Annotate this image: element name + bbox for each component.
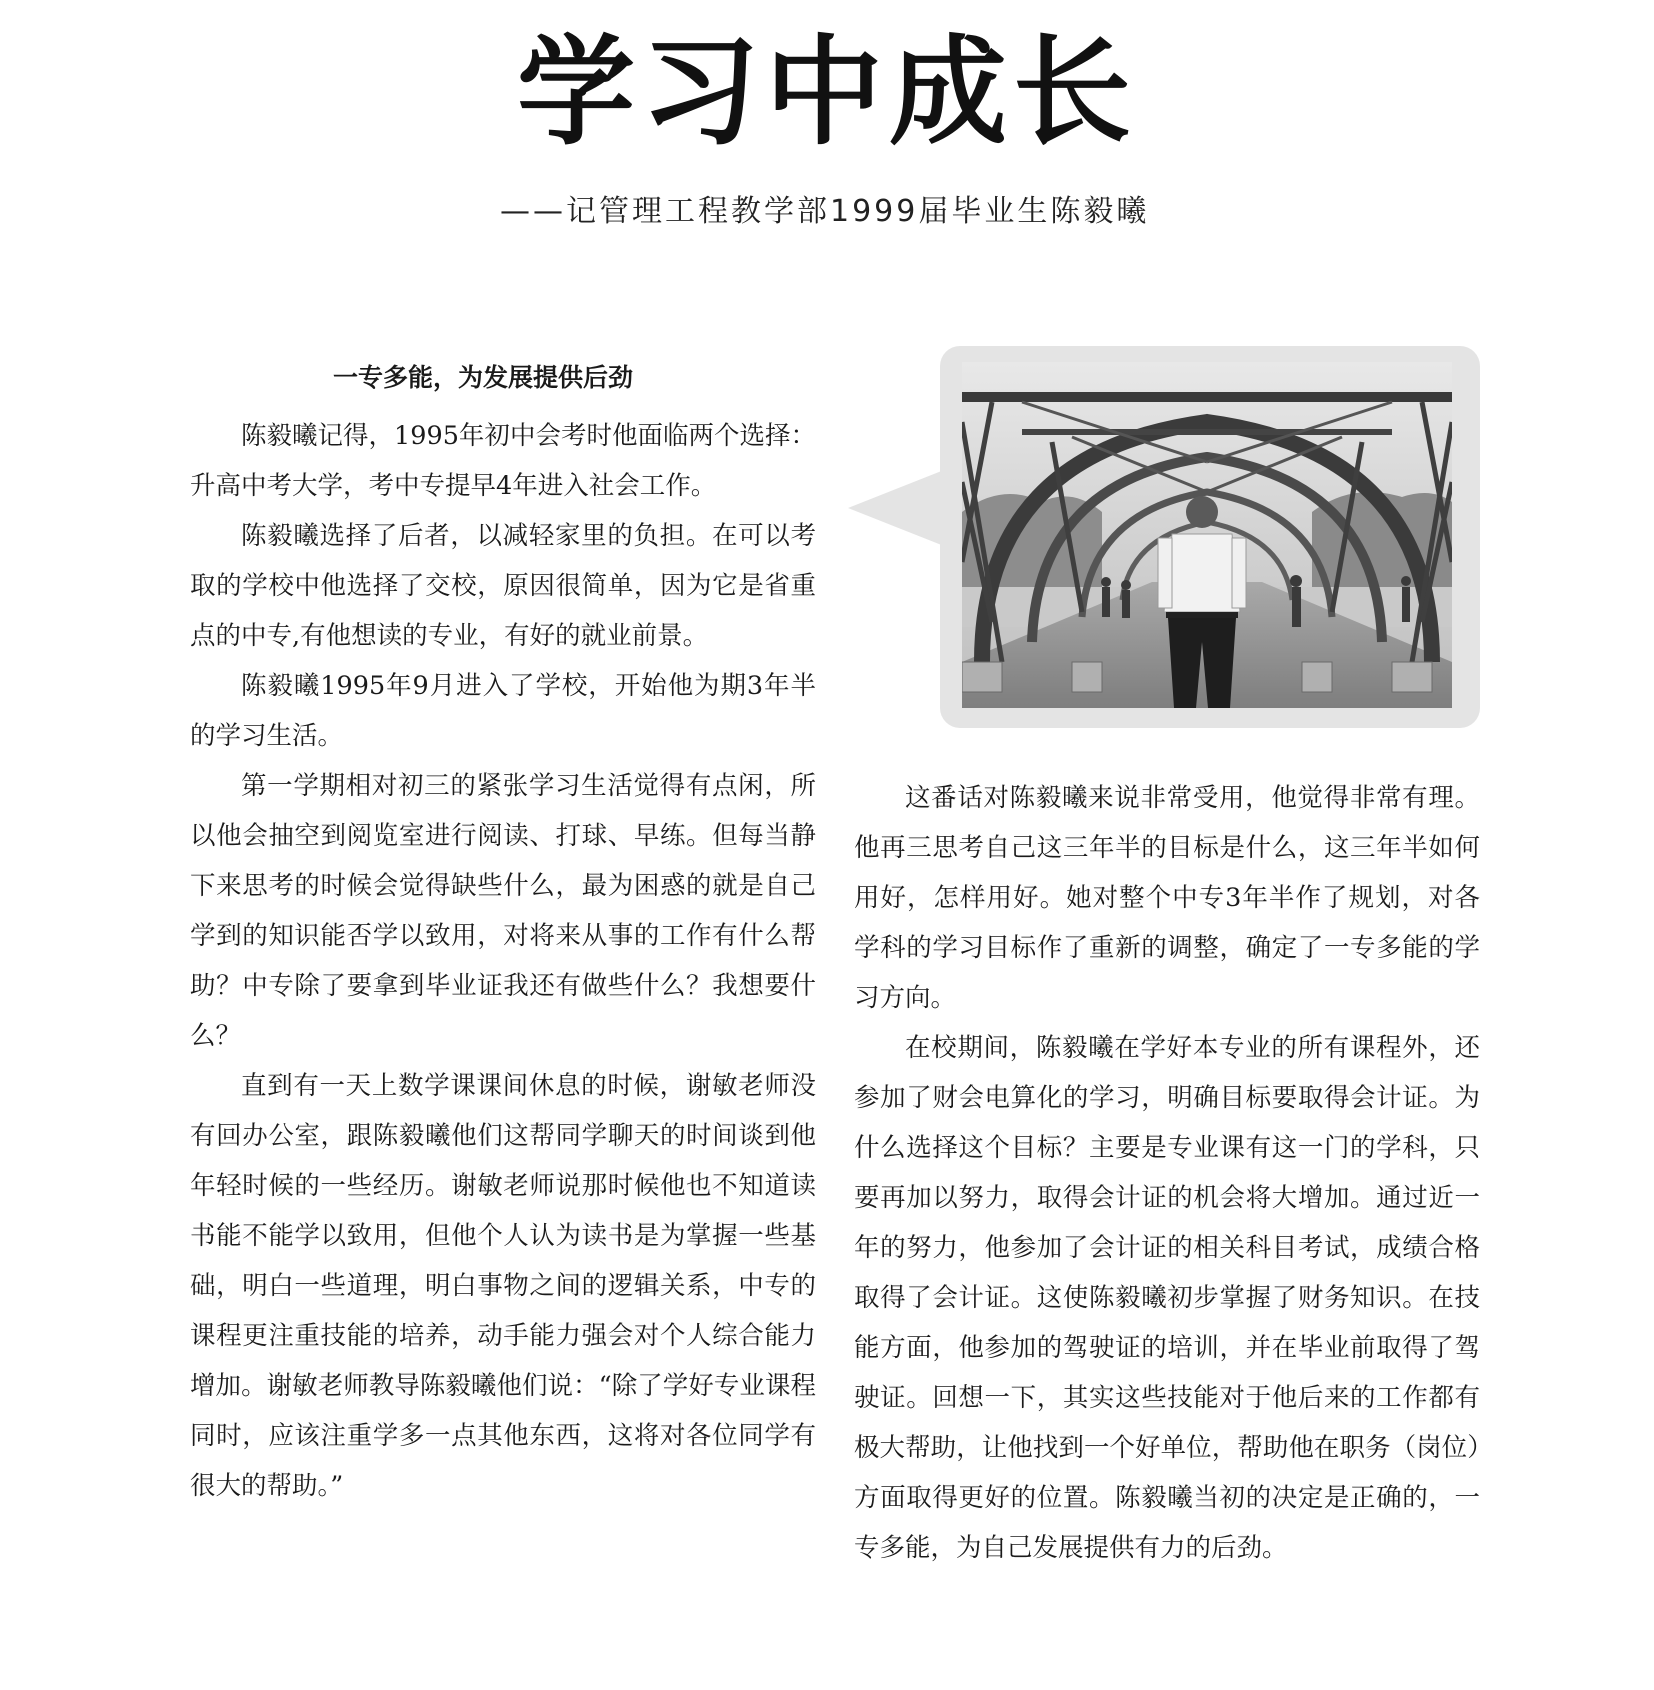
article-title: 学习中成长 — [516, 23, 1137, 161]
paragraph: 陈毅曦记得，1995年初中会考时他面临两个选择：升高中考大学，考中专提早4年进入社会工作。 — [190, 421, 816, 501]
bridge-photo — [962, 362, 1452, 708]
article-subtitle: ——记管理工程教学部1999届毕业生陈毅曦 — [500, 194, 1150, 229]
paragraph: 直到有一天上数学课课间休息的时候，谢敏老师没有回办公室，跟陈毅曦他们这帮同学聊天的时间谈到他年轻时候的一些经历。谢敏老师说那时候他也不知道读书能不能学以致用，但他个人认为读书是为掌握一些基础，明白一些道理，明白事物之间的逻辑关系，中专的课程更注重技能的培养，动手能力强会对个人综合能力增加。谢敏老师教导陈毅曦他们说：“除了学好专业课程同时，应该注重学多一点其他东西，这将对各位同学有很大的帮助。” — [190, 1071, 816, 1501]
paragraph: 陈毅曦1995年9月进入了学校，开始他为期3年半的学习生活。 — [190, 671, 816, 751]
paragraph: 第一学期相对初三的紧张学习生活觉得有点闲，所以他会抽空到阅览室进行阅读、打球、早练。但每当静下来思考的时候会觉得缺些什么，最为困惑的就是自己学到的知识能否学以致用，对将来从事的工作有什么帮助？中专除了要拿到毕业证我还有做些什么？我想要什么？ — [190, 771, 816, 1051]
paragraph: 这番话对陈毅曦来说非常受用，他觉得非常有理。他再三思考自己这三年半的目标是什么，这三年半如何用好，怎样用好。她对整个中专3年半作了规划，对各学科的学习目标作了重新的调整，确定了一专多能的学习方向。 — [854, 783, 1480, 1013]
bridge-photo-illustration — [962, 362, 1452, 708]
speech-bubble-tail — [848, 470, 944, 546]
section-heading: 一专多能，为发展提供后劲 — [332, 363, 633, 392]
paragraph: 在校期间，陈毅曦在学好本专业的所有课程外，还参加了财会电算化的学习，明确目标要取得会计证。为什么选择这个目标？主要是专业课有这一门的学科，只要再加以努力，取得会计证的机会将大增加。通过近一年的努力，他参加了会计证的相关科目考试，成绩合格取得了会计证。这使陈毅曦初步掌握了财务知识。在技能方面，他参加的驾驶证的培训，并在毕业前取得了驾驶证。回想一下，其实这些技能对于他后来的工作都有极大帮助，让他找到一个好单位，帮助他在职务（岗位）方面取得更好的位置。陈毅曦当初的决定是正确的，一专多能，为自己发展提供有力的后劲。 — [854, 1033, 1480, 1563]
left-column — [190, 353, 816, 1511]
paragraph: 陈毅曦选择了后者，以减轻家里的负担。在可以考取的学校中他选择了交校，原因很简单，因为它是省重点的中专,有他想读的专业，有好的就业前景。 — [190, 521, 816, 651]
right-column — [854, 773, 1480, 1573]
